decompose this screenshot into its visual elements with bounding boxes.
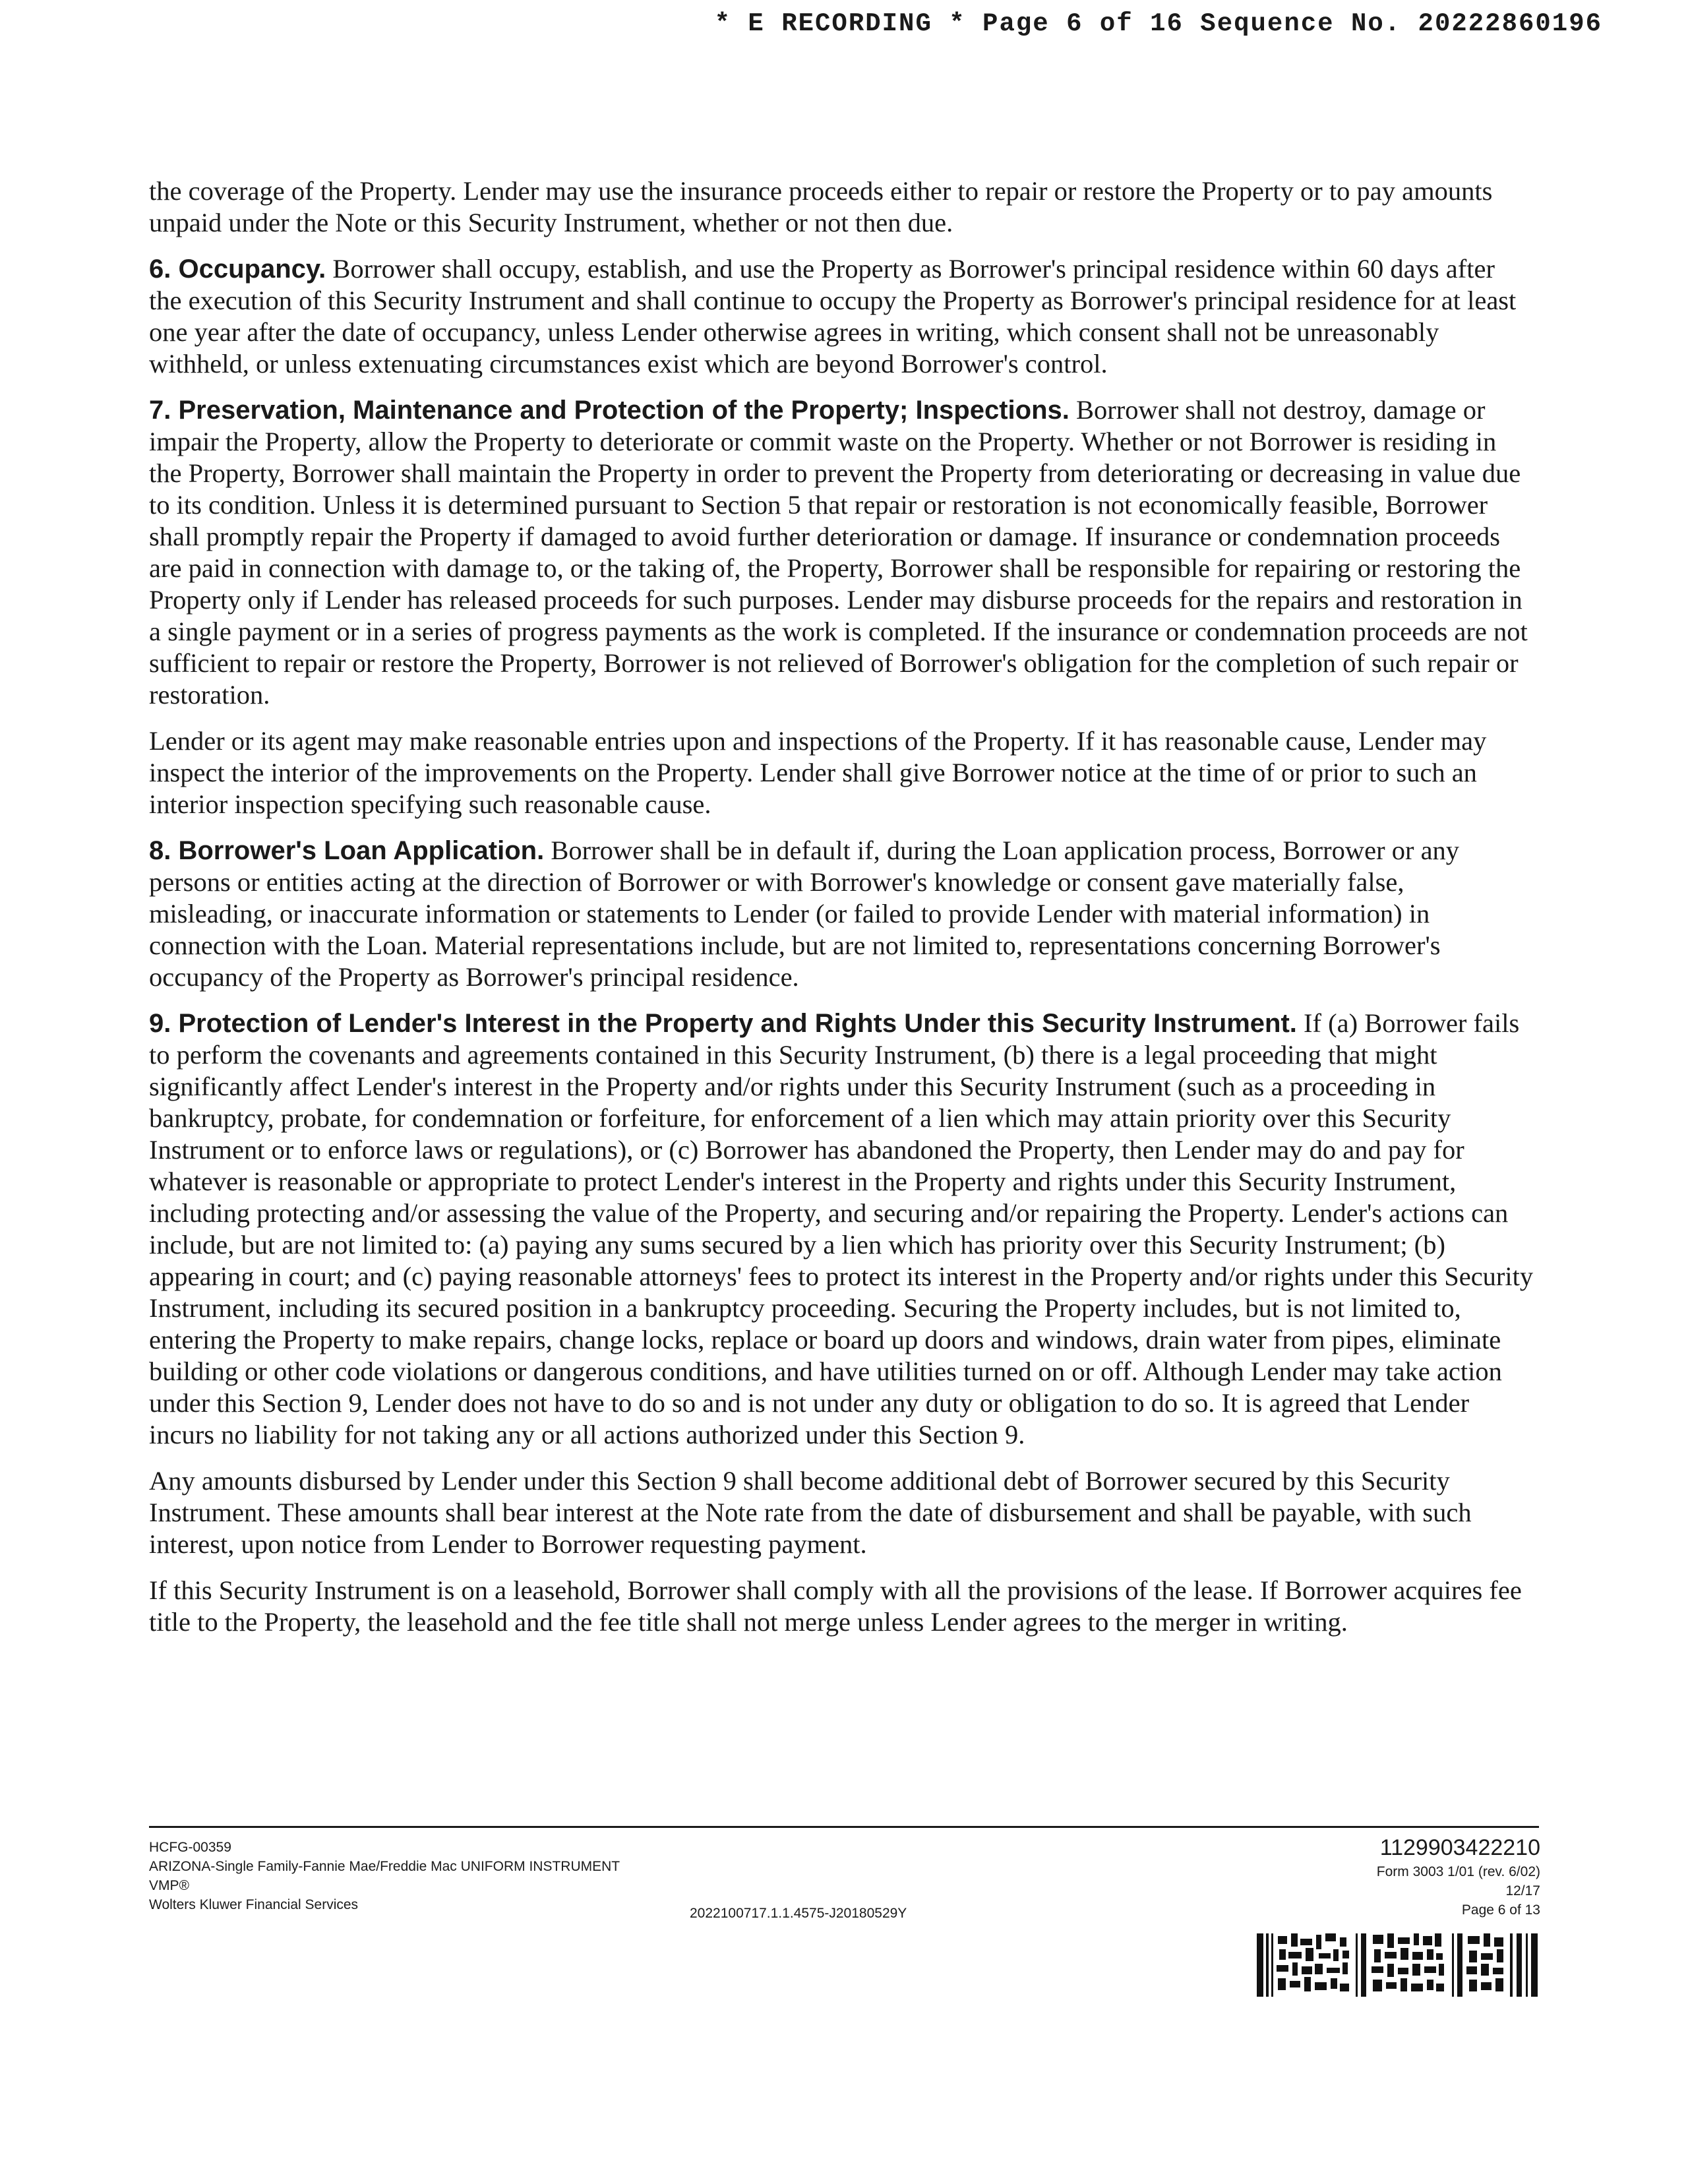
section-9-protection xyxy=(149,1008,1534,1451)
footer-tracking-id: 2022100717.1.1.4575-J20180529Y xyxy=(690,1906,907,1921)
section-9-disbursement-paragraph: Any amounts disbursed by Lender under this Section 9 shall become additional debt of Borrower secured by this Security Instrument. These amounts shall bear interest at the Note rate from the date of disbursement and shall be payable, with such interest, upon notice from Lender to Borrower requesting payment. xyxy=(149,1466,1472,1559)
section-6-body: Borrower shall occupy, establish, and use the Property as Borrower's principal residence within 60 days after the execution of this Security Instrument and shall continue to occupy the Property as Borrower's principal residence for at least one year after the date of occupancy, unless Lender otherwise agrees in writing, which consent shall not be unreasonably withheld, or unless extenuating circumstances exist which are beyond Borrower's control. xyxy=(149,254,1517,379)
section-8-body: Borrower shall be in default if, during the Loan application process, Borrower or any persons or entities acting at the direction of Borrower or with Borrower's knowledge or consent gave materially false, misleading, or inaccurate information or statements to Lender (or failed to provide Lender with material information) in connection with the Loan. Material representations include, but are not limited to, representations concerning Borrower's occupancy of the Property as Borrower's principal residence. xyxy=(149,835,1460,992)
section-7-body: Borrower shall not destroy, damage or impair the Property, allow the Property to deteriorate or commit waste on the Property. Whether or not Borrower is residing in the Property, Borrower shall maintain the Property in order to prevent the Property from deteriorating or decreasing in value due to its condition. Unless it is determined pursuant to Section 5 that repair or restoration is not economically feasible, Borrower shall promptly repair the Property if damaged to avoid further deterioration or damage. If insurance or condemnation proceeds are paid in connection with damage to, or the taking of, the Property, Borrower shall be responsible for repairing or restoring the Property only if Lender has released proceeds for such purposes. Lender may disburse proceeds for the repairs and restoration in a single payment or in a series of progress payments as the work is completed. If the insurance or condemnation proceeds are not sufficient to repair or restore the Property, Borrower is not relieved of Borrower's obligation for the completion of such repair or restoration. xyxy=(149,395,1528,710)
section-9-leasehold-paragraph: If this Security Instrument is on a leasehold, Borrower shall comply with all the provisions of the lease. If Borrower acquires fee title to the Property, the leasehold and the fee title shall not merge unless Lender agrees to the merger in writing. xyxy=(149,1575,1522,1637)
footer-loan-number: 1129903422210 xyxy=(1379,1835,1540,1860)
footer-form-number: Form 3003 1/01 (rev. 6/02) xyxy=(1376,1864,1540,1879)
footer-vmp: VMP® xyxy=(149,1878,189,1893)
section-6-occupancy xyxy=(149,253,1534,380)
document-body xyxy=(149,175,1534,1653)
footer-revision: 12/17 xyxy=(1505,1883,1540,1898)
section-8-heading: 8. Borrower's Loan Application. xyxy=(149,836,545,865)
footer-instrument-title: ARIZONA-Single Family-Fannie Mae/Freddie Mac UNIFORM INSTRUMENT xyxy=(149,1859,620,1874)
section-8-loan-application xyxy=(149,835,1534,993)
footer-publisher: Wolters Kluwer Financial Services xyxy=(149,1897,359,1912)
footer-page-label: Page 6 of 13 xyxy=(1461,1902,1540,1918)
section-6-heading: 6. Occupancy. xyxy=(149,255,326,284)
section-7-inspection-paragraph: Lender or its agent may make reasonable entries upon and inspections of the Property. If it has reasonable cause, Lender may inspect the interior of the improvements on the Property. Lender shall give Borrower notice at the time of or prior to such an interior inspection specifying such reasonable cause. xyxy=(149,726,1487,819)
section-7-heading: 7. Preservation, Maintenance and Protection of the Property; Inspections. xyxy=(149,396,1070,425)
footer-doc-code: HCFG-00359 xyxy=(149,1840,231,1855)
footer-right-block xyxy=(1377,1833,1540,1920)
paragraph-continuation: the coverage of the Property. Lender may use the insurance proceeds either to repair or restore the Property or to pay amounts unpaid under the Note or this Security Instrument, whether or not then due. xyxy=(149,176,1493,237)
section-7-preservation xyxy=(149,394,1534,711)
section-9-heading: 9. Protection of Lender's Interest in the Property and Rights Under this Security Instrument. xyxy=(149,1009,1297,1038)
recording-header: * E RECORDING * Page 6 of 16 Sequence No. 20222860196 xyxy=(714,9,1602,38)
footer-divider xyxy=(149,1826,1539,1828)
footer-left-block xyxy=(149,1838,620,1914)
section-9-body: If (a) Borrower fails to perform the covenants and agreements contained in this Security Instrument, (b) there is a legal proceeding that might significantly affect Lender's interest in the Property and/or rights under this Security Instrument (such as a proceeding in bankruptcy, probate, for condemnation or forfeiture, for enforcement of a lien which may attain priority over this Security Instrument or to enforce laws or regulations), or (c) Borrower has abandoned the Property, then Lender may do and pay for whatever is reasonable or appropriate to protect Lender's interest in the Property and rights under this Security Instrument, including protecting and/or assessing the value of the Property, and securing and/or repairing the Property. Lender's actions can include, but are not limited to: (a) paying any sums secured by a lien which has priority over this Security Instrument; (b) appearing in court; and (c) paying reasonable attorneys' fees to protect its interest in the Property and/or rights under this Security Instrument, including its secured position in a bankruptcy proceeding. Securing the Property includes, but is not limited to, entering the Property to make repairs, change locks, replace or board up doors and windows, drain water from pipes, eliminate building or other code violations or dangerous conditions, and have utilities turned on or off. Although Lender may take action under this Section 9, Lender does not have to do so and is not under any duty or obligation to do so. It is agreed that Lender incurs no liability for not taking any or all actions authorized under this Section 9. xyxy=(149,1008,1534,1449)
barcode-icon xyxy=(1257,1933,1540,1997)
